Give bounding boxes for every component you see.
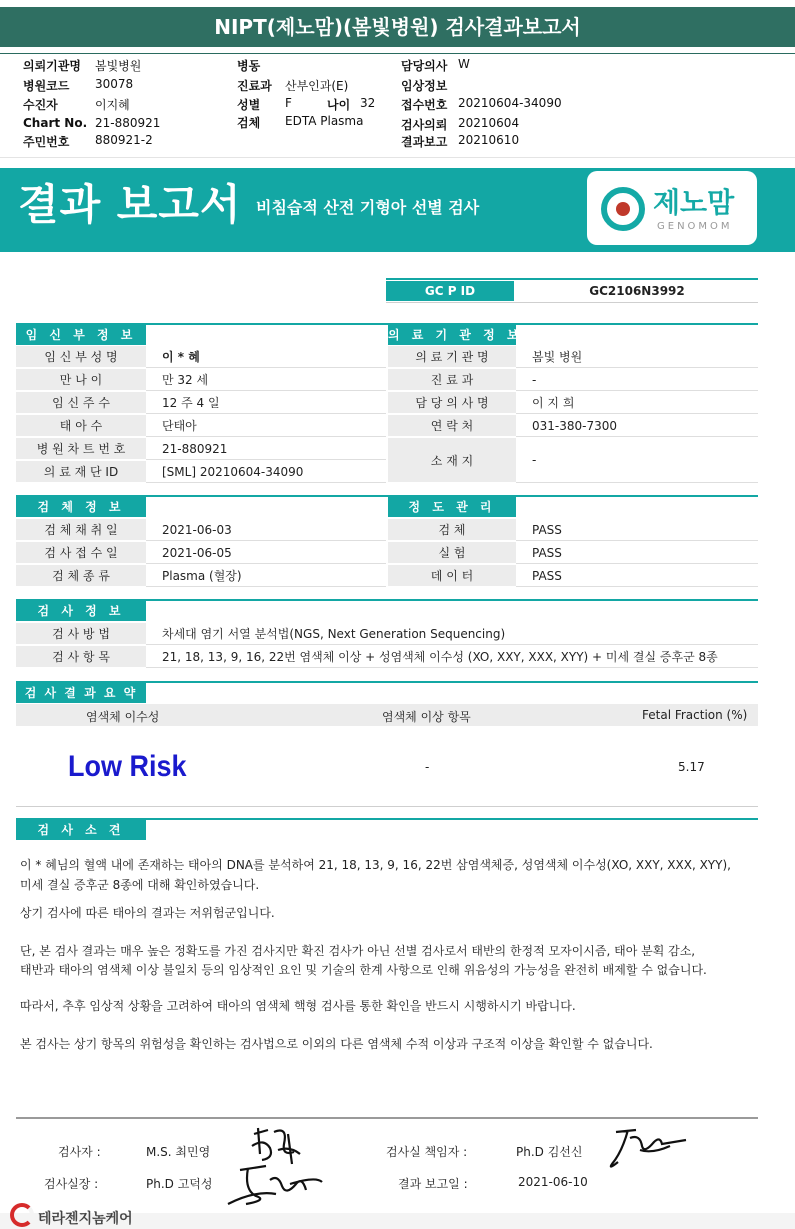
banner-subtitle: 비침습적 산전 기형아 선별 검사 xyxy=(256,198,480,217)
receipt-date-value: 2021-06-05 xyxy=(146,542,386,564)
department-label: 진료과 xyxy=(237,79,272,93)
summary-col-fetal-fraction: Fetal Fraction (%) xyxy=(642,708,748,722)
receipt-no-label: 접수번호 xyxy=(401,98,448,112)
genomom-logo-icon xyxy=(601,187,645,231)
institution-label: 의뢰기관명 xyxy=(23,59,81,73)
pregnant-name-value: 이 * 혜 xyxy=(146,346,386,368)
gcp-bottom-line xyxy=(386,302,758,303)
gcp-top-line xyxy=(386,278,758,280)
resident-no-value: 880921-2 xyxy=(95,133,153,147)
pregnant-info-title: 임 신 부 정 보 xyxy=(16,325,146,345)
lab-head-name: Ph.D 고덕성 xyxy=(146,1177,213,1191)
result-fetal-fraction-value: 5.17 xyxy=(678,760,705,774)
findings-paragraph-3a: 단, 본 검사 결과는 매우 높은 정확도를 가진 검사지만 확진 검사가 아닌 선별 검사로서 태반의 한정적 모자이시즘, 태아 분획 감소, xyxy=(20,944,696,958)
specimen-value: EDTA Plasma xyxy=(285,114,364,128)
theragen-logo-icon xyxy=(10,1203,34,1227)
report-date-value: 2021-06-10 xyxy=(518,1175,588,1189)
pregnant-age-label: 만 나 이 xyxy=(16,369,146,391)
resident-no-label: 주민번호 xyxy=(23,135,70,149)
signature-divider xyxy=(16,1117,758,1119)
qc-specimen-label: 검 체 xyxy=(388,519,516,541)
header-divider xyxy=(0,157,795,158)
receipt-no-value: 20210604-34090 xyxy=(458,96,562,110)
clinical-label: 임상정보 xyxy=(401,79,448,93)
responsible-name: Ph.D 김선신 xyxy=(516,1145,583,1159)
institution-info-title: 의 료 기 관 정 보 xyxy=(388,325,516,345)
genomom-logo xyxy=(587,171,757,245)
test-items-value: 21, 18, 13, 9, 16, 22번 염색체 이상 + 성염색체 이수성 (XO, XXY, XXX, XYY) + 미세 결실 증후군 8종 xyxy=(146,646,758,668)
findings-paragraph-1b: 미세 결실 증후군 8종에 대해 확인하였습니다. xyxy=(20,878,260,892)
request-value: 20210604 xyxy=(458,116,520,130)
report-banner xyxy=(0,168,795,252)
foundation-id-label: 의 료 재 단 ID xyxy=(16,461,146,483)
ward-label: 병동 xyxy=(237,59,261,73)
findings-paragraph-1a: 이 * 혜님의 혈액 내에 존재하는 태아의 DNA를 분석하여 21, 18, 13, 9, 16, 22번 삼염색체증, 성염색체 이수성(XO, XXY, XXX, XYY), xyxy=(20,858,731,872)
gcp-value: GC2106N3992 xyxy=(589,284,685,298)
chart-no-value: 21-880921 xyxy=(95,116,161,130)
hospital-chart-value: 21-880921 xyxy=(146,438,386,460)
inst-name-label: 의 료 기 관 명 xyxy=(388,346,516,368)
chart-no-label: Chart No. xyxy=(23,116,88,130)
qc-experiment-label: 실 험 xyxy=(388,542,516,564)
findings-paragraph-3b: 태반과 태아의 염색체 이상 불일치 등의 임상적인 요인 및 기술의 한계 사항으로 인해 위음성의 가능성을 완전히 배제할 수 없습니다. xyxy=(20,963,707,977)
gcp-label: GC P ID xyxy=(386,281,514,301)
inst-contact-value: 031-380-7300 xyxy=(516,415,758,437)
summary-col-abnormal: 염색체 이상 항목 xyxy=(382,710,471,724)
summary-title: 검 사 결 과 요 약 xyxy=(16,683,146,703)
inst-doctor-label: 담 당 의 사 명 xyxy=(388,392,516,414)
hospital-chart-label: 병 원 차 트 번 호 xyxy=(16,438,146,460)
responsible-label: 검사실 책임자 : xyxy=(386,1145,468,1159)
specimen-type-label: 검 체 종 류 xyxy=(16,565,146,587)
inst-name-value: 봄빛 병원 xyxy=(516,346,758,368)
age-label: 나이 xyxy=(327,98,351,112)
report-date-label: 결과 보고일 : xyxy=(398,1177,468,1191)
qc-specimen-value: PASS xyxy=(516,519,758,541)
collection-date-value: 2021-06-03 xyxy=(146,519,386,541)
examiner-label: 검사자 : xyxy=(58,1145,101,1159)
test-info-title: 검 사 정 보 xyxy=(16,601,146,621)
summary-col-aneuploidy: 염색체 이수성 xyxy=(86,710,160,724)
result-low-risk: Low Risk xyxy=(68,750,187,783)
test-method-label: 검 사 방 법 xyxy=(16,623,146,645)
logo-english: GENOMOM xyxy=(657,221,733,232)
lab-head-signature-icon xyxy=(226,1160,326,1210)
inst-dept-value: - xyxy=(516,369,758,391)
inst-doctor-value: 이 지 희 xyxy=(516,392,758,414)
receipt-date-label: 검 사 접 수 일 xyxy=(16,542,146,564)
department-value: 산부인과(E) xyxy=(285,79,349,93)
footer-company: 테라젠지놈케어 xyxy=(38,1211,133,1227)
collection-date-label: 검 체 채 취 일 xyxy=(16,519,146,541)
inst-contact-label: 연 락 처 xyxy=(388,415,516,437)
specimen-info-title: 검 체 정 보 xyxy=(16,497,146,517)
report-title-bar xyxy=(0,0,795,54)
lab-head-label: 검사실장 : xyxy=(44,1177,99,1191)
inst-location-label: 소 재 지 xyxy=(388,438,516,483)
doctor-label: 담당의사 xyxy=(401,59,448,73)
findings-paragraph-2: 상기 검사에 따른 태아의 결과는 저위험군입니다. xyxy=(20,906,275,920)
examiner-name: M.S. 최민영 xyxy=(146,1145,211,1159)
responsible-signature-icon xyxy=(600,1124,690,1174)
test-method-value: 차세대 염기 서열 분석법(NGS, Next Generation Sequencing) xyxy=(146,623,758,645)
test-items-label: 검 사 항 목 xyxy=(16,646,146,668)
report-title: NIPT(제노맘)(봄빛병원) 검사결과보고서 xyxy=(0,7,795,47)
result-abnormal-value: - xyxy=(425,760,430,774)
patient-label: 수진자 xyxy=(23,98,58,112)
report-label: 결과보고 xyxy=(401,135,448,149)
inst-dept-label: 진 료 과 xyxy=(388,369,516,391)
hospital-code-value: 30078 xyxy=(95,77,134,91)
pregnant-name-label: 임 신 부 성 명 xyxy=(16,346,146,368)
specimen-label: 검체 xyxy=(237,116,261,130)
age-value: 32 xyxy=(360,96,376,110)
report-value: 20210610 xyxy=(458,133,520,147)
banner-title: 결과 보고서 xyxy=(18,180,242,229)
qc-info-title: 정 도 관 리 xyxy=(388,497,516,517)
logo-name: 제노맘 xyxy=(653,186,735,219)
findings-paragraph-5: 본 검사는 상기 항목의 위험성을 확인하는 검사법으로 이외의 다른 염색체 수적 이상과 구조적 이상을 확인할 수 없습니다. xyxy=(20,1037,653,1051)
patient-value: 이지혜 xyxy=(95,98,130,112)
inst-location-value: - xyxy=(516,438,758,483)
pregnant-age-value: 만 32 세 xyxy=(146,369,386,391)
summary-bottom-line xyxy=(16,806,758,807)
qc-data-value: PASS xyxy=(516,565,758,587)
fetus-count-label: 태 아 수 xyxy=(16,415,146,437)
institution-value: 봄빛병원 xyxy=(95,59,142,73)
sex-label: 성별 xyxy=(237,98,261,112)
findings-title: 검 사 소 견 xyxy=(16,820,146,840)
fetus-count-value: 단태아 xyxy=(146,415,386,437)
qc-experiment-value: PASS xyxy=(516,542,758,564)
gestational-week-label: 임 신 주 수 xyxy=(16,392,146,414)
request-label: 검사의뢰 xyxy=(401,118,448,132)
qc-data-label: 데 이 터 xyxy=(388,565,516,587)
specimen-type-value: Plasma (혈장) xyxy=(146,565,386,587)
gestational-week-value: 12 주 4 일 xyxy=(146,392,386,414)
doctor-value: W xyxy=(458,57,470,71)
foundation-id-value: [SML] 20210604-34090 xyxy=(146,461,386,483)
sex-value: F xyxy=(285,96,292,110)
findings-paragraph-4: 따라서, 추후 임상적 상황을 고려하여 태아의 염색체 핵형 검사를 통한 확인을 반드시 시행하시기 바랍니다. xyxy=(20,999,576,1013)
hospital-code-label: 병원코드 xyxy=(23,79,70,93)
